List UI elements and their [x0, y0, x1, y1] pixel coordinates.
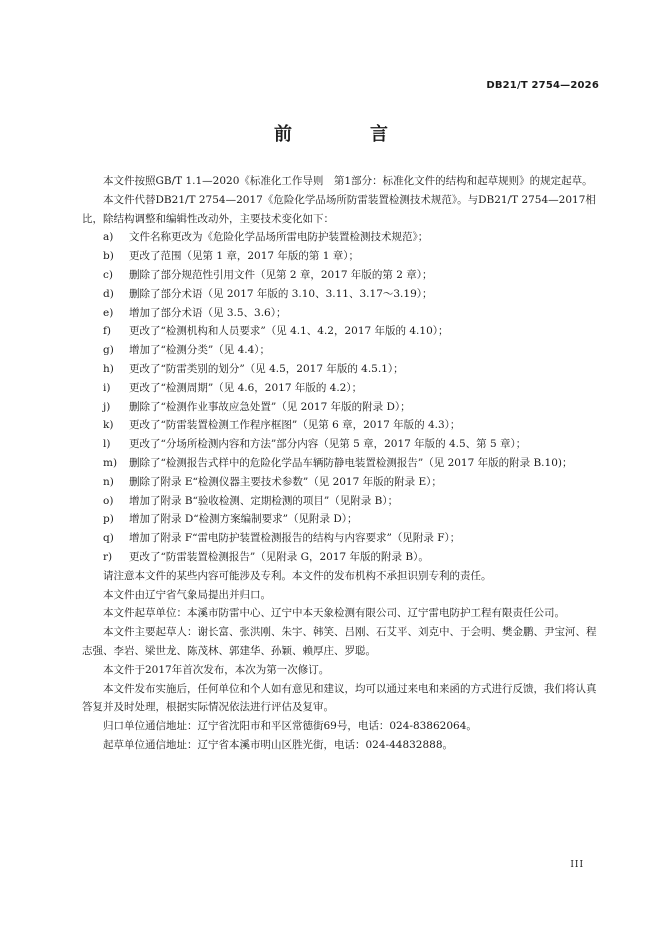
list-item-text: 更改了“分场所检测内容和方法”部分内容（见第 5 章，2017 年版的 4.5、第 5 章）； — [129, 438, 527, 451]
list-marker: g) — [103, 344, 114, 357]
list-item — [82, 398, 600, 417]
intro-paragraph: 本文件按照GB/T 1.1—2020《标准化工作导则 第1部分：标准化文件的结构和起草规则》的规定起草。 — [103, 175, 593, 187]
page-title: 前 言 — [274, 124, 418, 145]
list-item-text: 更改了“检测机构和人员要求”（见 4.1、4.2，2017 年版的 4.10）； — [129, 325, 449, 338]
list-marker: l) — [103, 438, 111, 451]
list-marker: m) — [103, 456, 118, 469]
list-marker: q) — [103, 532, 114, 545]
list-marker: i) — [103, 381, 111, 394]
list-item — [82, 228, 600, 247]
list-item — [82, 360, 600, 379]
list-item — [82, 341, 600, 360]
list-marker: n) — [103, 475, 114, 488]
list-marker: j) — [103, 400, 111, 413]
list-item-text: 更改了“防雷类别的划分”（见 4.5，2017 年版的 4.5.1）； — [129, 362, 404, 375]
list-item-text: 更改了范围（见第 1 章，2017 年版的第 1 章）； — [129, 250, 360, 263]
list-item-text: 增加了附录 B“验收检测、定期检测的项目”（见附录 B）； — [129, 494, 399, 507]
list-item — [82, 416, 600, 435]
list-marker: d) — [103, 287, 114, 300]
list-item — [82, 379, 600, 398]
list-marker: o) — [103, 494, 114, 507]
list-item — [82, 435, 600, 454]
changes-list — [82, 228, 600, 566]
list-item-text: 删除了附录 E“检测仪器主要技术参数”（见 2017 年版的附录 E）； — [129, 475, 442, 488]
foreword-body — [82, 172, 600, 755]
list-marker: r) — [103, 550, 113, 563]
drafting-unit-address: 起草单位通信地址：辽宁省本溪市明山区胜光街，电话：024-44832888。 — [103, 738, 454, 751]
list-marker: b) — [103, 250, 114, 263]
supervising-unit-address: 归口单位通信地址：辽宁省沈阳市和平区常德街69号，电话：024-83862064。 — [103, 720, 477, 733]
list-item — [82, 247, 600, 266]
list-item — [82, 529, 600, 548]
list-item — [82, 285, 600, 304]
list-item — [82, 266, 600, 285]
list-item-text: 文件名称更改为《危险化学品场所雷电防护装置检测技术规范》； — [129, 231, 429, 244]
list-item-text: 删除了部分规范性引用文件（见第 2 章，2017 年版的第 2 章）； — [129, 268, 433, 281]
list-item-text: 删除了部分术语（见 2017 年版的 3.10、3.11、3.17～3.19）； — [129, 287, 433, 300]
document-code: DB21/T 2754—2026 — [486, 80, 599, 91]
list-item — [82, 473, 600, 492]
list-item-text: 更改了“防雷装置检测工作程序框图”（见第 6 章，2017 年版的 4.3）； — [129, 419, 461, 432]
list-item-text: 增加了“检测分类”（见 4.4）； — [129, 344, 271, 357]
list-item-text: 删除了“检测报告式样中的危险化学品车辆防静电装置检测报告”（见 2017 年版的附录 B.10)； — [129, 456, 573, 469]
list-item-text: 增加了附录 F“雷电防护装置检测报告的结构与内容要求”（见附录 F）； — [129, 532, 461, 545]
list-marker: a) — [103, 231, 114, 244]
list-item-text: 增加了附录 D“检测方案编制要求”（见附录 D）； — [129, 513, 358, 526]
publication-history: 本文件于2017年首次发布，本次为第一次修订。 — [103, 663, 330, 676]
intro-paragraph: 本文件代替DB21/T 2754—2017《危险化学品场所防雷装置检测技术规范》。与DB21/T 2754—2017相比，除结构调整和编辑性改动外，主要技术变化如下： — [82, 193, 596, 225]
list-marker: p) — [103, 513, 114, 526]
feedback-notice: 本文件发布实施后，任何单位和个人如有意见和建议，均可以通过来电和来函的方式进行反馈，我们将认真答复并及时处理，根据实际情况依法进行评估及复审。 — [82, 682, 597, 714]
page-number: III — [570, 860, 584, 870]
list-marker: c) — [103, 268, 113, 281]
list-item-text: 删除了“检测作业事故应急处置”（见 2017 年版的附录 D）； — [129, 400, 411, 413]
list-item — [82, 548, 600, 567]
patent-notice: 请注意本文件的某些内容可能涉及专利。本文件的发布机构不承担识别专利的责任。 — [103, 569, 492, 582]
list-marker: h) — [103, 362, 114, 375]
list-item — [82, 304, 600, 323]
list-marker: f) — [103, 325, 111, 338]
list-item — [82, 322, 600, 341]
list-item — [82, 454, 600, 473]
main-drafters: 本文件主要起草人：谢长富、张洪刚、朱宇、韩笑、吕刚、石艾平、刘克中、于会明、樊金鹏、尹宝河、程志强、李岩、梁世龙、陈茂林、郭建华、孙颖、赖厚庄、罗聪。 — [82, 626, 597, 657]
list-item-text: 更改了“防雷装置检测报告”（见附录 G，2017 年版的附录 B）。 — [129, 550, 429, 563]
list-item — [82, 510, 600, 529]
list-item-text: 更改了“检测周期”（见 4.6，2017 年版的 4.2）； — [129, 381, 363, 394]
list-marker: e) — [103, 306, 114, 319]
list-marker: k) — [103, 419, 114, 432]
proposer-statement: 本文件由辽宁省气象局提出并归口。 — [103, 588, 271, 601]
drafting-organizations: 本文件起草单位：本溪市防雷中心、辽宁中本天象检测有限公司、辽宁雷电防护工程有限责任公司。 — [103, 607, 565, 620]
list-item — [82, 492, 600, 511]
list-item-text: 增加了部分术语（见 3.5、3.6）； — [129, 306, 287, 319]
